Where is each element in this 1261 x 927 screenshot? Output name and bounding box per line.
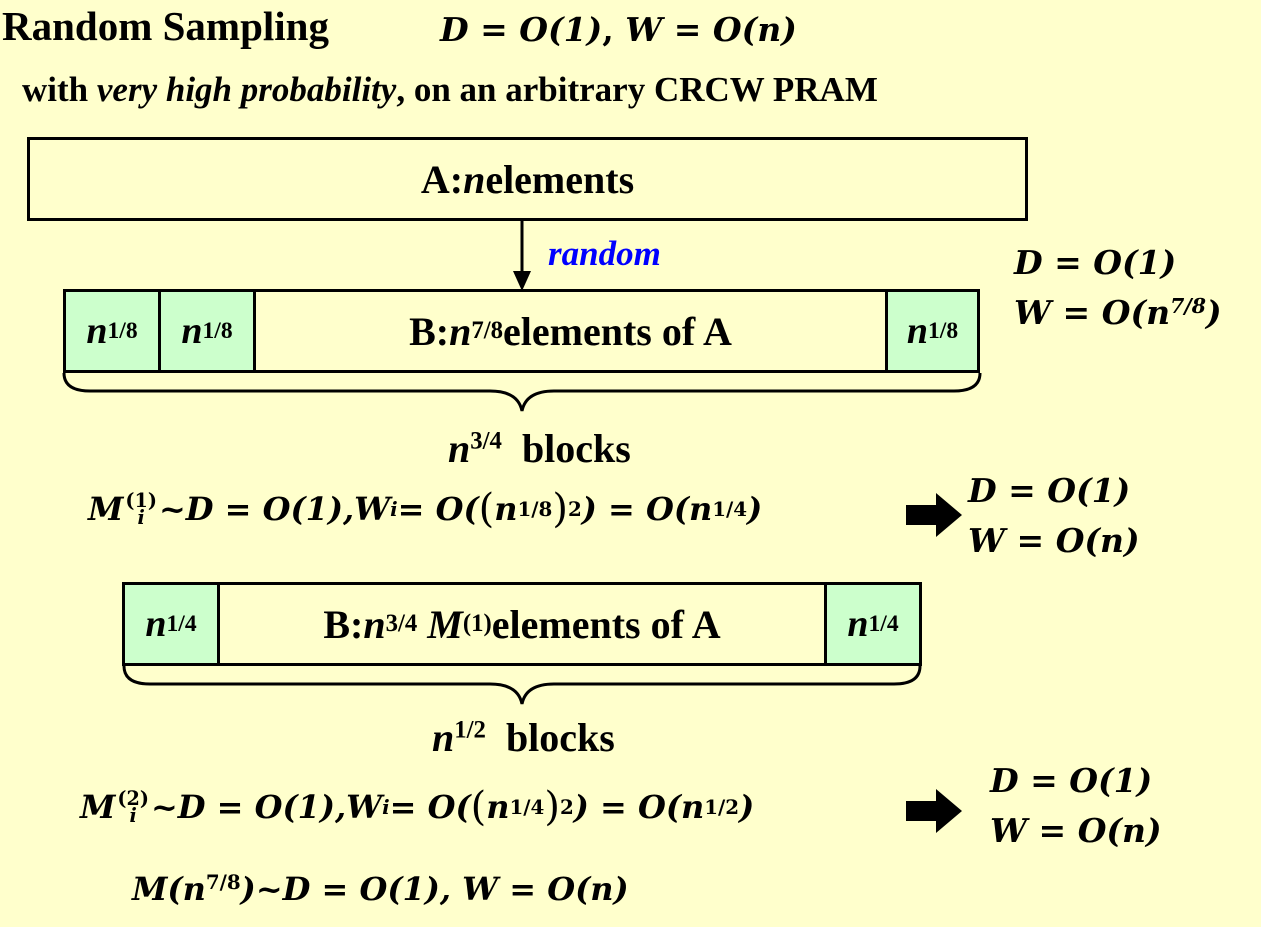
down-arrow-icon bbox=[510, 221, 534, 293]
side-formula-2 bbox=[968, 466, 1140, 566]
b1-label: B: n 7/8 elements of A bbox=[409, 308, 732, 354]
right-arrow-icon-2 bbox=[906, 789, 962, 833]
subtitle-prefix: with bbox=[22, 70, 97, 109]
subtitle-suffix: , on an arbitrary CRCW PRAM bbox=[396, 70, 878, 109]
b2-block-last: n 1/4 bbox=[824, 585, 919, 663]
title-w-label: W bbox=[625, 10, 663, 49]
array-b1-box bbox=[63, 289, 980, 373]
b1-block-1: n 1/8 bbox=[66, 292, 161, 370]
title-w-value: O(n) bbox=[712, 10, 797, 49]
subtitle bbox=[22, 70, 878, 110]
side-formula-1 bbox=[1014, 238, 1222, 338]
blocks-2-label: $n^{1/2}$ blocks bbox=[432, 715, 615, 760]
side-formula-3 bbox=[990, 756, 1162, 856]
b2-label: B: n 3/4 M (1) elements of A bbox=[323, 601, 721, 647]
title-d-value: O(1) bbox=[519, 10, 603, 49]
b2-block-1: n 1/4 bbox=[125, 585, 220, 663]
b1-block-2: n 1/8 bbox=[161, 292, 256, 370]
b1-block-last: n 1/8 bbox=[885, 292, 977, 370]
blocks-1-label: $n^{3/4}$ blocks bbox=[448, 426, 631, 471]
side2-w: W = O(n) bbox=[968, 521, 1140, 560]
side2-d: D = O(1) bbox=[968, 471, 1131, 510]
page-title: Random Sampling bbox=[2, 3, 329, 49]
brace-2-icon bbox=[120, 664, 924, 706]
side3-d: D = O(1) bbox=[990, 761, 1153, 800]
random-label: random bbox=[548, 234, 661, 273]
right-arrow-icon-1 bbox=[906, 493, 962, 537]
side1-w: $W = O(n^{7/8})$ bbox=[1014, 293, 1222, 332]
final-equation: $M(n^{7/8})\sim D = O(1)$, W = O(n) bbox=[132, 870, 629, 908]
array-a-label: A: n elements bbox=[420, 156, 635, 202]
subtitle-emphasis: very high probability bbox=[96, 70, 397, 109]
equation-1: M (1) i ~ D = O(1), W i = O( ( n 1/8 ) 2 ) = O( n 1/4 ) bbox=[88, 486, 763, 532]
side3-w: W = O(n) bbox=[990, 811, 1162, 850]
side1-d: D = O(1) bbox=[1014, 243, 1177, 282]
title-d-label: D bbox=[440, 10, 469, 49]
equation-2: M (2) i ~ D = O(1), W i = O( ( n 1/4 ) 2 ) = O( n 1/2 ) bbox=[80, 784, 755, 830]
array-a-box bbox=[27, 137, 1028, 221]
brace-1-icon bbox=[60, 371, 984, 413]
title-formula: D = O(1), W = O(n) bbox=[440, 10, 797, 49]
array-b2-box bbox=[122, 582, 922, 666]
